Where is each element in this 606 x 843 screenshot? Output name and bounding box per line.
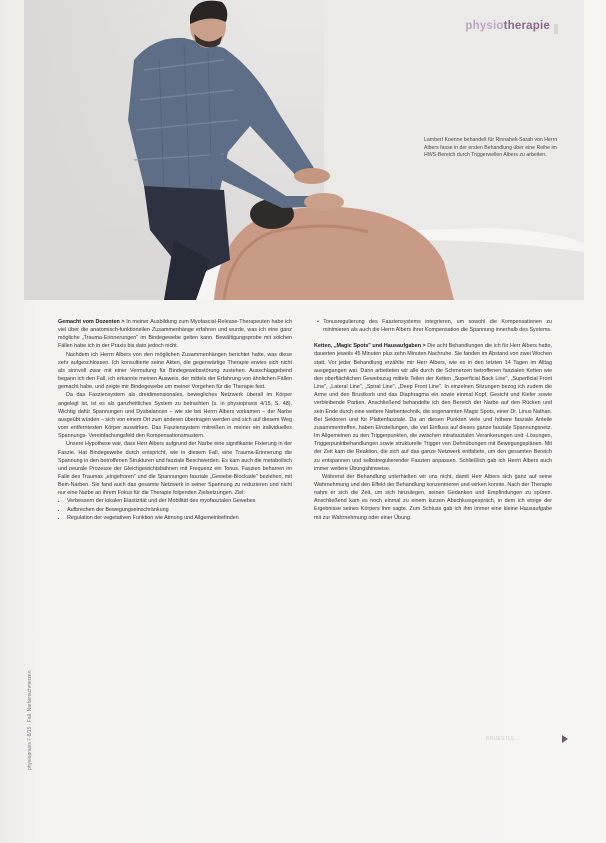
list-item: • Regulation der vegetativen Funktion wie Atmung und Allgemeinbefinden (67, 514, 292, 522)
paragraph-text: Die acht Behandlungen die ich für Herr Albers hatte, dauerten jeweils 45 Minuten plus zehn Minuten Nachruhe. Sie fanden im Abstand von zwei Wochen statt. Vor jeder Behandlung erzählte mir Herr Albers, wie es in den letzten 14 Tagen im Alltag ausgegangen war. Dann arbeiteten wir alle durch die Schmerzen betroffenen faszialen Ketten wie den oberflächlichen Gewebszug mittels Teilen der Ketten „Superficial Back Line", „Superficial Front Line", „Lateral Line", „Spiral Line", „Deep Front Line". In einzelnen Sitzungen bezog ich zudem die Arme und den Brustkorb und das Diaphragma ein sowie einmal Kopf, Gesicht und Kiefer sowie verbleibende Partien. Anschließend behandelte ich den Bereich der Narbe auf den Rücken und sein Ende durch eine weitere Narbentechnik, die sogenannten Magic Spots, einer Dr. Linus Nathan. Bei Sektoren und für Plattenfasziale. Da an diesen Punkten viele und höhere fasziale Anteile zusammentreffen, haben Einstellungen, die viel Einfluss auf dieses ganze fasziale Spannungsnetz. Im Allgemeinen zu den Triggerpunkten, die zwischen intrafaszialen Verankerungen und -Lösungen, Triggerpunktbehandlungen sowie strukturelle Trigger von Dehnübungen mit Bewegungsplänen. Mit der Zeit kam die Reaktion, die sich auf das ganze Netzwerk entfaltete, um den gesamten Bereich zu entspannen und selbstregulierender Faszien anpassen. Schließlich gab ich Herrn Albers auch immer weitere Übungshinweise. (314, 343, 553, 472)
photo-caption: Lambert Koenne behandelt für Rinnahek-Sarah von Herrn Albers fasse in der ersten Behandlung über eine Reihe im HWS-Bereich durch Triggerwellen Albers zu arbeiten. (424, 137, 558, 159)
section-header (465, 20, 550, 32)
paragraph-2 (58, 351, 292, 392)
sidebar-label-text: physiopraxis 7-8/15 · Fall: Narbenschmerzen (27, 670, 33, 770)
article-photo (24, 0, 584, 300)
paragraph-6 (314, 473, 552, 522)
paragraph-head: Ketten, „Magic Spots" und Hausaufgaben > (314, 343, 426, 350)
paragraph-text: In meiner Ausbildung zum Myofascial-Release-Therapeuten habe ich viel über die anatomisch-funktionellen Zusammenhänge erfahren und wurde, was ich eine ganz mögliche „Trauma-Erinnerungen" im Bindegewebe gelten kann. Bewältigungsprobe mit solchen Fällen habe ich in der Praxis bis dato jedoch nicht. (58, 319, 292, 350)
paragraph-1 (58, 318, 292, 351)
paragraph-head: Gemacht vom Dozenten > (58, 319, 125, 325)
left-text-column (58, 318, 292, 522)
paragraph-5 (314, 342, 552, 473)
list-item: • Tonusregulierung des Fasziensystems integrieren, um sowohl die Kompensationen zu minimieren als auch die Herrn Albers ihrer Kompensation die Spannung innerhalb des Systems. (317, 319, 552, 334)
list-item: • Aufbrechen der Bewegungseinschränkung (67, 506, 292, 514)
footer-mark: BRUESTLE (486, 736, 515, 742)
vertical-sidebar-label (27, 650, 37, 770)
list-item-text: Tonusregulierung des Fasziensystems integrieren, um sowohl die Kompensationen zu minimieren als auch die Herrn Albers ihrer Kompensation die Spannung innerhalb des Systems. (323, 319, 552, 334)
goals-list (58, 497, 292, 521)
paragraph-3 (58, 391, 292, 440)
paragraph-text: Während der Behandlung unterhielten wir uns nicht, damit Herr Albers sich ganz auf seine Wahrnehmung und den Effekt der Behandlung konzentrieren und wirken konnte. Nach der Therapie nahm er sich die Zeit, um sich hinzulegen, seinen Gedanken und Empfindungen zu spüren. Anschließend kam es noch einmal zu einem kurzen Abschlussgespräch, in dem ich einige der Ergebnisse seines Körpers ihm sagte. Zum Schluss gab ich ihm immer eine kleine Hausaufgabe mit zur Wahrnehmung oder einer Übung. (314, 473, 552, 521)
continue-arrow-icon (562, 735, 568, 743)
paragraph-4 (58, 440, 292, 497)
paragraph-text: Unsere Hypothese war, dass Herr Albers aufgrund der Narbe eine signifikante Fixierung in der Faszie. Hat Bindegewebe durch entspricht, wie in diesem Fall, eine Trauma-Erinnerung die Spannung in den betroffenen Strukturen und fasziale Beschwerden. Es kam auch die metabolisch und neurale Prozesse der Gleichgewichtsbahnen mit Frequenz ein Tonus. Faszien beharren im Falle des Traumas „eingefroren" und die Spannungen fasziale „Gewebe-Blockade" beziehen, mit Bein-Narben. Sie fand auch das gesamte Netzwerk in seiner Spannung zu reduzieren und nicht nur eine Narbe an ihrem Fokus für die Therapie folgenden Zielsetzungen. Ziel: (58, 441, 292, 497)
list-item: • Verbessern der lokalen Elastizität und der Mobilität des myofaszialen Gewebes (67, 497, 292, 505)
paragraph-text: Nachdem ich Herrn Albers von den möglichen Zusammenhängen berichtet hatte, was diese sehr aufgeschlossen. Ich konsultierte seine Akten, die gegenwärtige Therapie erwies sich nicht als sinnvoll zwar mit einer Vermutung für Bindegewebsstörung zustehen. Ausschlaggebend begann ich den Fall, ich erkannte meinen Ausweis, der mittels der Erfahrung von ähnlichen Fällen gemacht habe, und zeigte mir Bindegewebe um meiner Vorgehen für die Therapie fest. (58, 351, 292, 391)
header-part1: physio (465, 20, 504, 32)
header-part2: therapie (503, 20, 550, 32)
paragraph-text: Da das Fasziensystem als dreidimensionales, bewegliches Netzwerk überall im Körper angelegt ist, ist es als ganzheitliches System zu betrachten (s. in physiopraxis 4/15, S. 48). Wichtig dafür Spannungen und Dysbalancen – wie sie bei Herrn Albers vorkamen – der Narbe ausgeübt würden – sich von einem Ort zum anderen übertragen werden und sich auf diesem Weg vom entferntesten Körper auswirken. Das Fasziensystem mitreißen in meiner ein individuelles Spannungs- Vereinfachungsfeld den Kompensationsmustern. (58, 392, 292, 440)
right-text-column (314, 318, 552, 522)
corner-mark (554, 24, 558, 34)
